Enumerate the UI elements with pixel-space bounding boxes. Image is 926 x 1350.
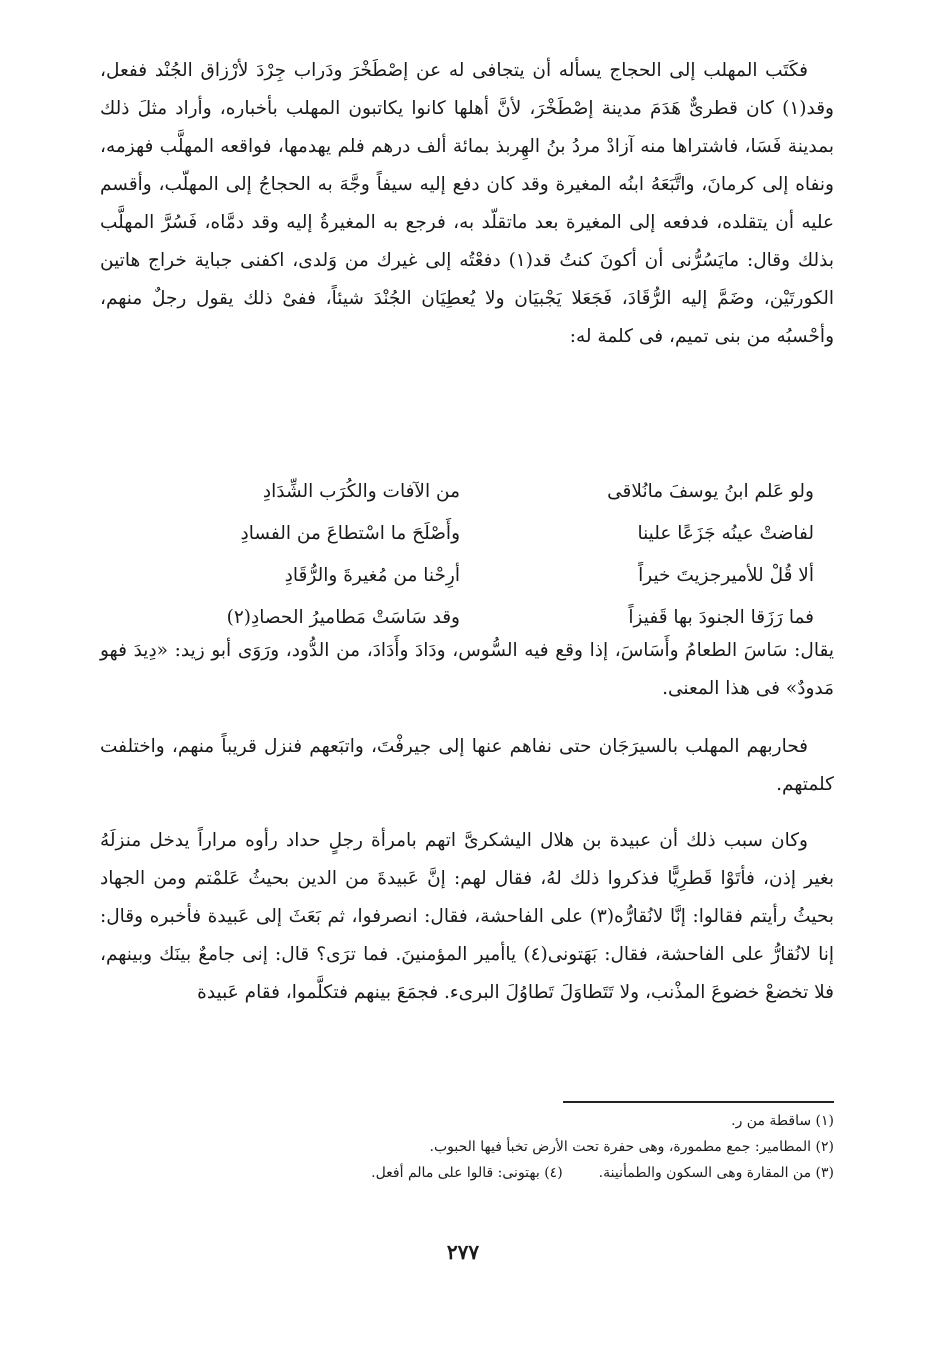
- paragraph-text: وكان سبب ذلك أن عبيدة بن هلال اليشكرىَّ اتهم بامرأة رجلٍ حداد رأوه مراراً يدخل منزلَهُ بغير إذن، فأتَوْا قَطرِيًّا فذكروا ذلك لهُ، فقال لهم: إنَّ عَبيدةَ من الدين بحيثُ عَلمْتم ومن الجهاد بحيثُ رأيتم فقالوا: إنَّا لانُقارُّه(٣) على الفاحشة، فقال: انصرفوا، ثم بَعَثَ إلى عَبيدة فأخبره وقال: إنا لانُقارُّ على الفاحشة، فقال: بَهَتونى(٤) ياأمير المؤمنينَ. فما ترَى؟ قال: إنى جامعٌ بينَك وبينهم، فلا تخضعْ خضوعَ المذْنب، ولا تَتَطاوَلَ تَطاوُلَ البرىء. فجمَعَ بينهم فتكلَّموا، فقام عَبيدة: [100, 830, 835, 1003]
- footnote-3: (٣) من المقارة وهى السكون والطمأنينة.: [598, 1165, 834, 1181]
- verse-second-hemistich: وقد سَاسَتْ مَطاميرُ الحصادِ(٢): [226, 606, 460, 628]
- verse-second-hemistich: من الآفات والكُرَب الشِّدَادِ: [262, 480, 460, 502]
- paragraph-text: يقال: سَاسَ الطعامُ وأَسَاسَ، إذا وقع فيه السُّوس، ودَادَ وأَدَادَ، من الدُّود، ورَوَى أبو زيد: «دِيدَ فهو مَدودٌ» فى هذا المعنى.: [100, 640, 834, 699]
- verse-second-hemistich: أرِحْنا من مُغيرةَ والرُّقَادِ: [284, 564, 460, 586]
- page-number: ٢٧٧: [446, 1240, 480, 1264]
- verse-first-hemistich: فما رَزَقا الجنودَ بها قَفيزاً: [628, 606, 814, 628]
- verse-line: [100, 554, 834, 596]
- verse-line: [100, 512, 834, 554]
- paragraph-1: [100, 52, 834, 356]
- paragraph-text: فكَتَب المهلب إلى الحجاج يسأله أن يتجافى له عن إصْطَخْرَ ودَراب جِرْدَ لأرْزاق الجُنْد ففعل، وقد(١) كان قطرىٌّ هَدَمَ مدينة إصْطَخْرَ، لأنَّ أهلها كانوا يكاتبون المهلب بأخباره، وأراد مثلَ ذلك بمدينة فَسَا، فاشتراها منه آزادْ مردُ بنُ الهِربذ بمائة ألف درهم فلم يهدمها، فواقعه المهلَّب فهزمه، ونفاه إلى كرمانَ، واتَّبَعَهُ ابنُه المغيرة وقد كان دفع إليه سيفاً وجَّهَ به الحجاجُ إلى المهلّب، وأقسم عليه أن يتقلده، فدفعه إلى المغيرة بعد ماتقلّد به، فرجع به المغيرةُ إليه وقد دمَّاه، فَسُرَّ المهلَّب بذلك وقال: مايَسُرُّنى أن أكونَ كنتُ قد(١) دفعْتُه إلى غيرك من وَلدى، اكفنى جباية خراج هاتين الكورتَيْن، وضَمَّ إليه الرُّقَادَ، فَجَعَلا يَجْبيَان ولا يُعطِيَان الجُنْدَ شيئاً، ففىْ ذلك يقول رجلٌ منهم، وأحْسبُه من بنى تميم، فى كلمة له:: [100, 60, 835, 347]
- paragraph-2: [100, 632, 834, 708]
- footnote-1: (١) ساقطة من ر.: [731, 1113, 834, 1129]
- verse-first-hemistich: ولو عَلم ابنُ يوسفَ مانُلاقى: [607, 480, 814, 502]
- footnote-2: (٢) المطامير: جمع مطمورة، وهى حفرة تحت الأرض تخبأ فيها الحبوب.: [429, 1139, 834, 1155]
- footnote-3-4-line: [100, 1160, 834, 1186]
- footnote-4: (٤) بهتونى: قالوا على مالم أفعل.: [371, 1165, 563, 1181]
- footnotes: [100, 1108, 834, 1186]
- verse-line: [100, 470, 834, 512]
- footnote-divider: [563, 1101, 834, 1103]
- verse-first-hemistich: ألا قُلْ للأميرجزيتَ خيراً: [638, 564, 814, 586]
- paragraph-text: فحاربهم المهلب بالسيرَجَان حتى نفاهم عنها إلى جيرفْتَ، واتبَعهم فنزل قريباً منهم، واختلفت كلمتهم.: [100, 736, 834, 795]
- poem: [100, 470, 834, 638]
- paragraph-3: [100, 728, 834, 804]
- verse-second-hemistich: وأَصْلَحَ ما اسْتطاعَ من الفسادِ: [240, 522, 460, 544]
- paragraph-4: [100, 822, 834, 1012]
- verse-first-hemistich: لفاضتْ عينُه جَزَعًا علينا: [637, 522, 814, 544]
